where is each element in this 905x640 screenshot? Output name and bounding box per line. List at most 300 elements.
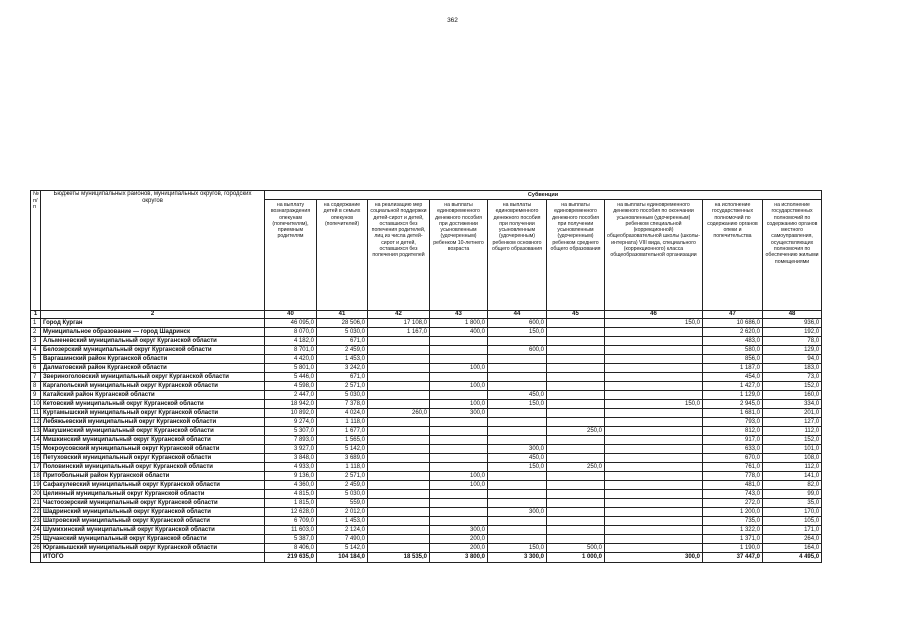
cell-value (605, 472, 703, 481)
cell-value (368, 400, 430, 409)
cell-value: 761,0 (703, 463, 763, 472)
cell-value (605, 544, 703, 553)
cell-value: 4 182,0 (265, 337, 317, 346)
row-number: 13 (31, 427, 41, 436)
budget-name: Шатровский муниципальный округ Курганской области (41, 517, 265, 526)
cell-value: 300,0 (430, 409, 488, 418)
budget-name: Куртамышский муниципальный округ Курганской области (41, 409, 265, 418)
total-value: 18 535,0 (368, 553, 430, 563)
cell-value: 9 136,0 (265, 472, 317, 481)
cell-value (430, 418, 488, 427)
total-num-cell (31, 553, 41, 563)
cell-value: 1 167,0 (368, 328, 430, 337)
cell-value: 183,0 (763, 364, 822, 373)
cell-value (488, 481, 547, 490)
budget-name: Юргамышский муниципальный округ Курганской области (41, 544, 265, 553)
cell-value: 5 387,0 (265, 535, 317, 544)
col-header-45: на выплаты единовременного денежного пособия при получении усыновленным (удочеренным) ребенком среднего общего образования (547, 200, 605, 311)
table-row (31, 319, 822, 328)
cell-value: 11 603,0 (265, 526, 317, 535)
budget-name: Шумихинский муниципальный округ Курганской области (41, 526, 265, 535)
cell-value (368, 337, 430, 346)
cell-value (547, 382, 605, 391)
cell-value (605, 535, 703, 544)
col-header-42: на реализацию мер социальной поддержки детей-сирот и детей, оставшихся без попечения родителей, лиц из числа детей-сирот и детей, оставшихся без попечения родителей (368, 200, 430, 311)
row-number: 24 (31, 526, 41, 535)
cell-value (605, 463, 703, 472)
budget-name: Шадринский муниципальный округ Курганской области (41, 508, 265, 517)
cell-value: 450,0 (488, 391, 547, 400)
cell-value: 1 322,0 (703, 526, 763, 535)
cell-value: 793,0 (703, 418, 763, 427)
row-number: 16 (31, 454, 41, 463)
col-header-44: на выплаты единовременного денежного пособия при получении усыновленным (удочеренным) ребенком основного общего образования (488, 200, 547, 311)
cell-value (605, 508, 703, 517)
cell-value (547, 346, 605, 355)
cell-value: 2 945,0 (703, 400, 763, 409)
cell-value (430, 346, 488, 355)
cell-value (368, 508, 430, 517)
budget-name: Сафакулевский муниципальный округ Курганской области (41, 481, 265, 490)
cell-value: 1 800,0 (430, 319, 488, 328)
budget-name: Муниципальное образование — город Шадринск (41, 328, 265, 337)
cell-value (488, 427, 547, 436)
table-row (31, 427, 822, 436)
cell-value (605, 481, 703, 490)
cell-value (430, 337, 488, 346)
cell-value: 778,0 (703, 472, 763, 481)
cell-value: 200,0 (430, 544, 488, 553)
cell-value: 18 942,0 (265, 400, 317, 409)
cell-value: 264,0 (763, 535, 822, 544)
cell-value: 10 892,0 (265, 409, 317, 418)
budget-name: Альменевский муниципальный округ Курганской области (41, 337, 265, 346)
cell-value: 1 187,0 (703, 364, 763, 373)
cell-value: 108,0 (763, 454, 822, 463)
cell-value: 580,0 (703, 346, 763, 355)
cell-value: 4 598,0 (265, 382, 317, 391)
cell-value (547, 517, 605, 526)
cell-value (547, 409, 605, 418)
budget-name: Город Курган (41, 319, 265, 328)
row-number: 19 (31, 481, 41, 490)
cell-value: 5 307,0 (265, 427, 317, 436)
cell-value (605, 499, 703, 508)
cell-value: 1 129,0 (703, 391, 763, 400)
cell-value: 100,0 (430, 400, 488, 409)
cell-value (368, 373, 430, 382)
table-row (31, 346, 822, 355)
cell-value (430, 436, 488, 445)
row-number: 10 (31, 400, 41, 409)
cell-value (488, 499, 547, 508)
cell-value: 129,0 (763, 346, 822, 355)
cell-value: 400,0 (430, 328, 488, 337)
cell-value: 1 565,0 (317, 436, 368, 445)
cell-value (430, 463, 488, 472)
cell-value: 171,0 (763, 526, 822, 535)
table-row (31, 409, 822, 418)
cell-value: 8 701,0 (265, 346, 317, 355)
cell-value (368, 517, 430, 526)
cell-value: 600,0 (488, 319, 547, 328)
cell-value: 4 815,0 (265, 490, 317, 499)
cell-value (368, 445, 430, 454)
cell-value: 1 677,0 (317, 427, 368, 436)
cell-value (430, 517, 488, 526)
colnum-40: 40 (265, 311, 317, 319)
cell-value (488, 436, 547, 445)
cell-value: 1 681,0 (703, 409, 763, 418)
cell-value: 46 095,0 (265, 319, 317, 328)
cell-value: 5 446,0 (265, 373, 317, 382)
row-number: 5 (31, 355, 41, 364)
table-row (31, 463, 822, 472)
cell-value (547, 526, 605, 535)
cell-value (430, 427, 488, 436)
cell-value (368, 535, 430, 544)
cell-value: 272,0 (703, 499, 763, 508)
cell-value: 82,0 (763, 481, 822, 490)
cell-value: 100,0 (430, 382, 488, 391)
cell-value (547, 481, 605, 490)
cell-value: 78,0 (763, 337, 822, 346)
row-number: 8 (31, 382, 41, 391)
cell-value (547, 418, 605, 427)
colnum-43: 43 (430, 311, 488, 319)
col-num-header: № п/п (31, 191, 41, 311)
cell-value (605, 337, 703, 346)
table-row (31, 490, 822, 499)
total-value: 300,0 (605, 553, 703, 563)
budget-name: Половинский муниципальный округ Курганской области (41, 463, 265, 472)
cell-value (368, 436, 430, 445)
colnum-1: 1 (31, 311, 41, 319)
budget-name: Белозерский муниципальный округ Курганской области (41, 346, 265, 355)
cell-value: 1 190,0 (703, 544, 763, 553)
cell-value: 917,0 (703, 436, 763, 445)
cell-value: 450,0 (488, 454, 547, 463)
colnum-45: 45 (547, 311, 605, 319)
cell-value: 670,0 (703, 454, 763, 463)
cell-value (430, 490, 488, 499)
cell-value (488, 418, 547, 427)
row-number: 7 (31, 373, 41, 382)
cell-value: 8 406,0 (265, 544, 317, 553)
cell-value: 8 070,0 (265, 328, 317, 337)
cell-value (488, 526, 547, 535)
cell-value (547, 364, 605, 373)
cell-value (605, 517, 703, 526)
cell-value (547, 337, 605, 346)
cell-value (368, 382, 430, 391)
cell-value (488, 355, 547, 364)
total-label: ИТОГО (41, 553, 265, 563)
table-row (31, 400, 822, 409)
cell-value (368, 346, 430, 355)
cell-value: 5 030,0 (317, 391, 368, 400)
cell-value (605, 355, 703, 364)
cell-value: 334,0 (763, 400, 822, 409)
total-value: 37 447,0 (703, 553, 763, 563)
budget-name: Макушинский муниципальный округ Курганской области (41, 427, 265, 436)
cell-value (547, 400, 605, 409)
budget-name: Катайский район Курганской области (41, 391, 265, 400)
cell-value: 4 420,0 (265, 355, 317, 364)
cell-value: 3 242,0 (317, 364, 368, 373)
budget-name: Мокроусовский муниципальный округ Курганской области (41, 445, 265, 454)
colnum-46: 46 (605, 311, 703, 319)
cell-value (488, 535, 547, 544)
cell-value: 5 030,0 (317, 328, 368, 337)
cell-value: 150,0 (488, 400, 547, 409)
cell-value: 164,0 (763, 544, 822, 553)
row-number: 3 (31, 337, 41, 346)
colnum-48: 48 (763, 311, 822, 319)
cell-value: 99,0 (763, 490, 822, 499)
cell-value: 150,0 (488, 328, 547, 337)
cell-value: 1 200,0 (703, 508, 763, 517)
cell-value (368, 463, 430, 472)
cell-value: 300,0 (488, 445, 547, 454)
cell-value: 150,0 (605, 319, 703, 328)
cell-value: 2 124,0 (317, 526, 368, 535)
cell-value: 559,0 (317, 499, 368, 508)
cell-value: 200,0 (430, 535, 488, 544)
cell-value: 2 459,0 (317, 346, 368, 355)
cell-value (605, 490, 703, 499)
cell-value: 3 689,0 (317, 454, 368, 463)
cell-value (368, 526, 430, 535)
cell-value: 160,0 (763, 391, 822, 400)
cell-value: 2 012,0 (317, 508, 368, 517)
cell-value: 7 378,0 (317, 400, 368, 409)
cell-value (605, 418, 703, 427)
cell-value: 112,0 (763, 427, 822, 436)
budget-name: Целинный муниципальный округ Курганской области (41, 490, 265, 499)
total-value: 1 000,0 (547, 553, 605, 563)
cell-value: 250,0 (547, 463, 605, 472)
cell-value: 454,0 (703, 373, 763, 382)
cell-value: 2 459,0 (317, 481, 368, 490)
cell-value: 600,0 (488, 346, 547, 355)
row-number: 21 (31, 499, 41, 508)
colnum-44: 44 (488, 311, 547, 319)
cell-value (605, 436, 703, 445)
row-number: 4 (31, 346, 41, 355)
cell-value (368, 499, 430, 508)
budget-name: Варгашинский район Курганской области (41, 355, 265, 364)
cell-value (368, 391, 430, 400)
cell-value (430, 454, 488, 463)
table-row (31, 535, 822, 544)
cell-value (368, 454, 430, 463)
cell-value (605, 346, 703, 355)
cell-value (547, 499, 605, 508)
page-number: 362 (447, 17, 458, 24)
cell-value: 152,0 (763, 436, 822, 445)
col-header-40: на выплату вознаграждения опекунам (попечителям), приемным родителям (265, 200, 317, 311)
cell-value: 5 142,0 (317, 445, 368, 454)
col-header-47: на исполнение государственных полномочий по содержанию органов опеки и попечительства (703, 200, 763, 311)
cell-value: 2 571,0 (317, 382, 368, 391)
cell-value: 2 447,0 (265, 391, 317, 400)
col-header-48: на исполнение государственных полномочий по содержанию органов местного самоуправления, осуществляющих полномочия по обеспечению жилыми помещениями (763, 200, 822, 311)
cell-value (547, 436, 605, 445)
row-number: 14 (31, 436, 41, 445)
row-number: 25 (31, 535, 41, 544)
cell-value (488, 373, 547, 382)
table-row (31, 526, 822, 535)
cell-value: 5 801,0 (265, 364, 317, 373)
table-row (31, 508, 822, 517)
budget-name: Звериноголовский муниципальный округ Курганской области (41, 373, 265, 382)
cell-value (605, 409, 703, 418)
table-row (31, 445, 822, 454)
cell-value (488, 472, 547, 481)
cell-value: 6 709,0 (265, 517, 317, 526)
cell-value (430, 508, 488, 517)
cell-value: 1 371,0 (703, 535, 763, 544)
cell-value (547, 508, 605, 517)
cell-value: 300,0 (488, 508, 547, 517)
table-row (31, 436, 822, 445)
cell-value: 3 848,0 (265, 454, 317, 463)
budget-name: Далматовский район Курганской области (41, 364, 265, 373)
cell-value: 936,0 (763, 319, 822, 328)
cell-value (547, 355, 605, 364)
cell-value: 28 506,0 (317, 319, 368, 328)
row-number: 23 (31, 517, 41, 526)
budget-name: Щучанский муниципальный округ Курганской области (41, 535, 265, 544)
subventions-table (30, 190, 822, 563)
cell-value: 812,0 (703, 427, 763, 436)
table-row (31, 364, 822, 373)
cell-value (605, 526, 703, 535)
cell-value: 12 628,0 (265, 508, 317, 517)
col-budgets-header: Бюджеты муниципальных районов, муниципальных округов, городских округов (41, 191, 265, 311)
cell-value: 500,0 (547, 544, 605, 553)
cell-value: 2 620,0 (703, 328, 763, 337)
cell-value (547, 472, 605, 481)
cell-value (605, 445, 703, 454)
cell-value: 101,0 (763, 445, 822, 454)
table-row (31, 418, 822, 427)
cell-value: 35,0 (763, 499, 822, 508)
table-row (31, 355, 822, 364)
cell-value (547, 319, 605, 328)
budget-name: Частоозерский муниципальный округ Курганской области (41, 499, 265, 508)
cell-value (488, 517, 547, 526)
cell-value: 2 571,0 (317, 472, 368, 481)
total-value: 3 800,0 (430, 553, 488, 563)
total-value: 219 635,0 (265, 553, 317, 563)
cell-value: 192,0 (763, 328, 822, 337)
cell-value (605, 373, 703, 382)
cell-value: 1 453,0 (317, 517, 368, 526)
table-row (31, 517, 822, 526)
cell-value (547, 391, 605, 400)
cell-value (547, 490, 605, 499)
cell-value (368, 481, 430, 490)
colnum-41: 41 (317, 311, 368, 319)
table-row (31, 472, 822, 481)
colnum-2: 2 (41, 311, 265, 319)
budget-name: Мишкинский муниципальный округ Курганской области (41, 436, 265, 445)
row-number: 6 (31, 364, 41, 373)
total-value: 3 300,0 (488, 553, 547, 563)
cell-value: 633,0 (703, 445, 763, 454)
row-number: 2 (31, 328, 41, 337)
budget-name: Притобольный район Курганской области (41, 472, 265, 481)
cell-value (430, 445, 488, 454)
cell-value (368, 544, 430, 553)
table-row (31, 373, 822, 382)
cell-value (547, 445, 605, 454)
cell-value: 100,0 (430, 472, 488, 481)
colnum-42: 42 (368, 311, 430, 319)
cell-value: 671,0 (317, 337, 368, 346)
budget-name: Лебяжьевский муниципальный округ Курганской области (41, 418, 265, 427)
cell-value (368, 418, 430, 427)
cell-value (368, 490, 430, 499)
cell-value: 112,0 (763, 463, 822, 472)
table-row (31, 337, 822, 346)
cell-value: 100,0 (430, 364, 488, 373)
table-row (31, 481, 822, 490)
subventions-header: Субвенции (265, 191, 822, 200)
row-number: 17 (31, 463, 41, 472)
table-row (31, 382, 822, 391)
cell-value: 1 815,0 (265, 499, 317, 508)
row-number: 1 (31, 319, 41, 328)
total-value: 4 495,0 (763, 553, 822, 563)
table-row (31, 499, 822, 508)
cell-value (547, 535, 605, 544)
total-value: 104 184,0 (317, 553, 368, 563)
cell-value: 250,0 (547, 427, 605, 436)
cell-value (605, 328, 703, 337)
table-row (31, 454, 822, 463)
cell-value (547, 373, 605, 382)
cell-value: 671,0 (317, 373, 368, 382)
row-number: 18 (31, 472, 41, 481)
cell-value (605, 391, 703, 400)
cell-value (605, 382, 703, 391)
cell-value (605, 454, 703, 463)
budget-name: Петуховский муниципальный округ Курганской области (41, 454, 265, 463)
table-row (31, 391, 822, 400)
cell-value: 4 360,0 (265, 481, 317, 490)
cell-value (488, 409, 547, 418)
cell-value: 105,0 (763, 517, 822, 526)
cell-value: 5 142,0 (317, 544, 368, 553)
cell-value: 1 118,0 (317, 463, 368, 472)
cell-value: 7 893,0 (265, 436, 317, 445)
cell-value (430, 373, 488, 382)
cell-value: 94,0 (763, 355, 822, 364)
cell-value: 743,0 (703, 490, 763, 499)
budget-name: Кетовский муниципальный округ Курганской области (41, 400, 265, 409)
cell-value (605, 427, 703, 436)
cell-value: 483,0 (703, 337, 763, 346)
row-number: 15 (31, 445, 41, 454)
cell-value: 7 490,0 (317, 535, 368, 544)
cell-value: 856,0 (703, 355, 763, 364)
cell-value: 100,0 (430, 481, 488, 490)
cell-value: 300,0 (430, 526, 488, 535)
cell-value (368, 472, 430, 481)
